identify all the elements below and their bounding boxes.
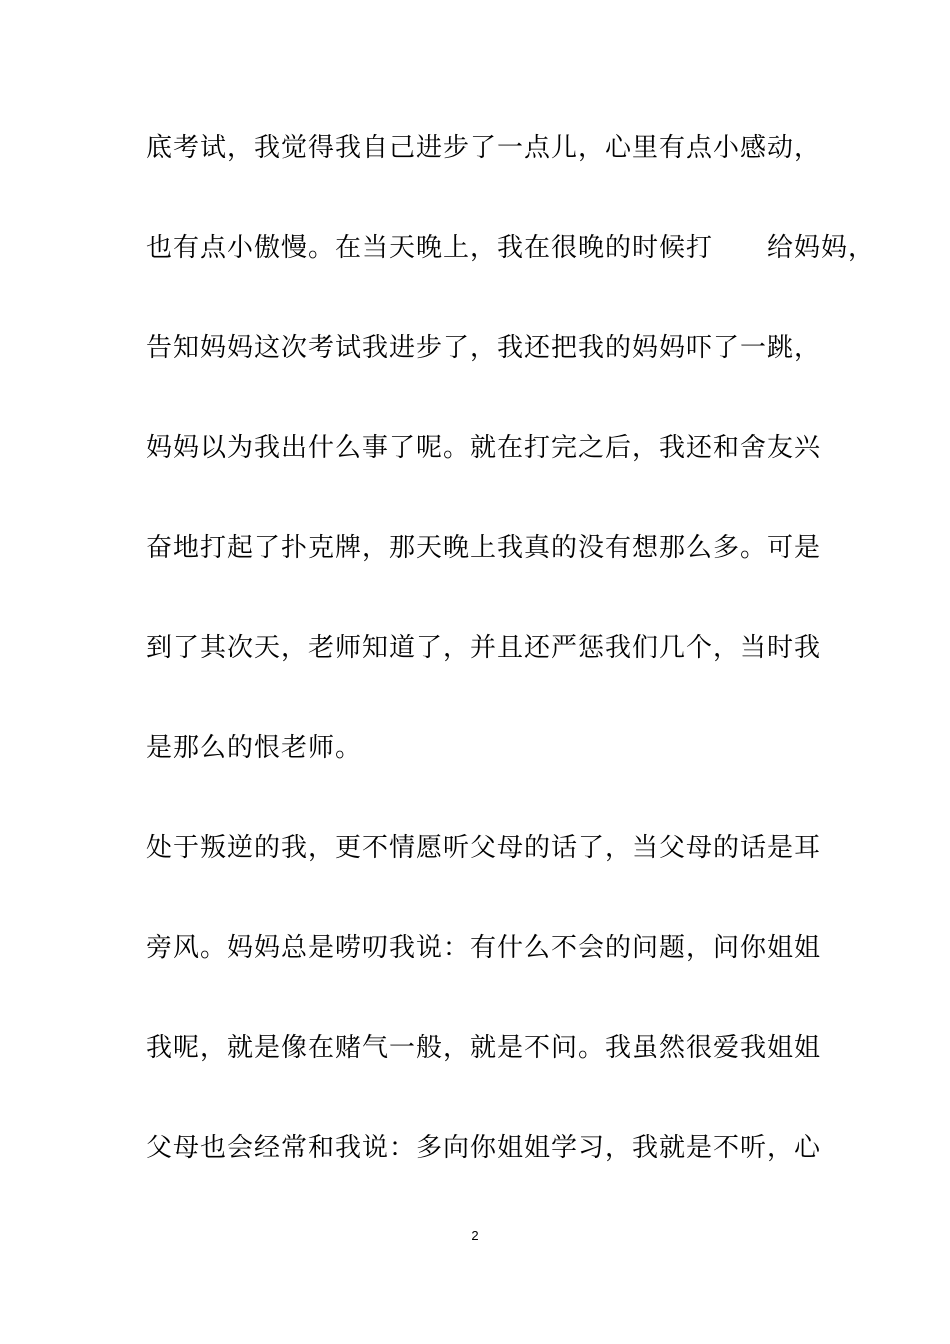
text-line: 底考试，我觉得我自己进步了一点儿，心里有点小感动， bbox=[146, 133, 822, 163]
text-line: 告知妈妈这次考试我进步了，我还把我的妈妈吓了一跳， bbox=[146, 333, 822, 363]
text-line: 父母也会经常和我说：多向你姐姐学习，我就是不听，心 bbox=[146, 1133, 822, 1163]
text-line: 妈妈以为我出什么事了呢。就在打完之后，我还和舍友兴 bbox=[146, 433, 822, 463]
text-line: 处于叛逆的我，更不情愿听父母的话了，当父母的话是耳 bbox=[146, 833, 822, 863]
text-line: 旁风。妈妈总是唠叨我说：有什么不会的问题，问你姐姐 bbox=[146, 933, 822, 963]
text-line: 我呢，就是像在赌气一般，就是不问。我虽然很爱我姐姐 bbox=[146, 1033, 822, 1063]
text-line: 是那么的恨老师。 bbox=[146, 733, 363, 763]
page-number: 2 bbox=[471, 1228, 479, 1243]
text-line: 到了其次天，老师知道了，并且还严惩我们几个，当时我 bbox=[146, 633, 822, 663]
text-line: 奋地打起了扑克牌，那天晚上我真的没有想那么多。可是 bbox=[146, 533, 822, 563]
text-line: 也有点小傲慢。在当天晚上，我在很晚的时候打 给妈妈， bbox=[146, 233, 876, 263]
